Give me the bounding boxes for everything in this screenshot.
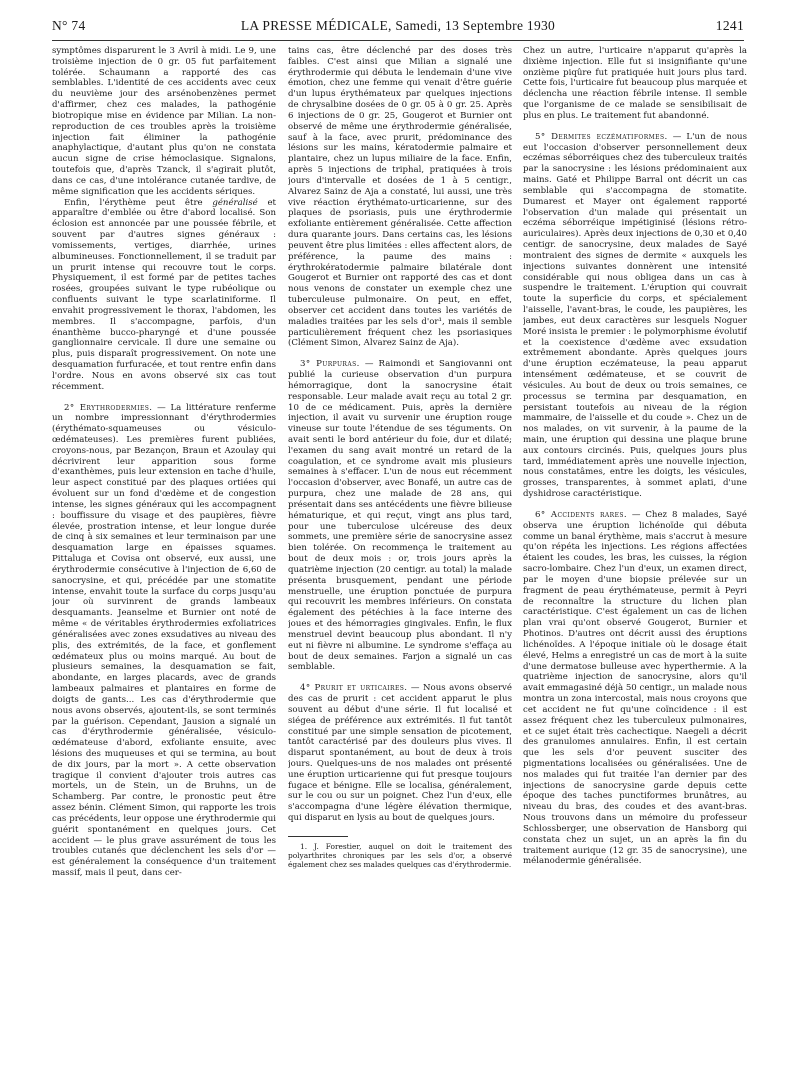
section-heading: 6° Accidents rares. (535, 509, 628, 520)
paragraph: Chez un autre, l'urticaire n'apparut qu'après la dixième injection. Elle fut si insignifiante qu'une onzième piqûre fut pratiquée huit jours plus tard. Cette fois, l'urticaire fut beaucoup plus marquée et déclencha une réaction fébrile intense. Il semble que l'organisme de ce malade se sensibilisait de plus en plus. Le traitement fut abandonné. (523, 46, 747, 121)
page-number: 1241 (715, 18, 744, 33)
issue-number: N° 74 (52, 18, 86, 33)
section-dermites: 5° Dermites eczématiformes. — L'un de nous eut l'occasion d'observer personnellement deux eczémas séborréiques chez des tuberculeux traités par la sanocrysine : les lésions prédominaient aux mains. Gaté et Philippe Barral ont décrit un cas semblable qui s'accompagna de stomatite. Dumarest et Mayer ont également rapporté l'observation d'un malade qui présentait un eczéma séborréique impétiginisé (lésions rétro-auriculaires). Après deux injections de 0,30 et 0,40 centigr. de sanocrysine, deux malades de Sayé montraient des signes de dermite « auxquels les injections suivantes donnèrent une intensité considérable qui nous obligea dans un cas à suspendre le traitement. L'éruption qui couvrait toute la superficie du corps, et spécialement l'aisselle, l'avant-bras, le coude, les paupières, les jambes, eut deux caractères sur lesquels Noguer Moré insista le premier : le polymorphisme évolutif et la coexistence d'œdème avec exsudation extrêmement abondante. Après quelques jours d'une éruption eczémateuse, la peau apparut intensément œdémateuse, et se couvrit de vésicules. Au bout de deux ou trois semaines, ce processus se termina par desquamation, en persistant toutefois au niveau de la région mammaire, de l'aisselle et du coude ». Chez un de nos malades, on vit survenir, à la paume de la main, une éruption qui dessina une plaque brune aux contours circinés. Puis, quelques jours plus tard, immédiatement après une nouvelle injection, nous constatâmes, entre les doigts, les vésicules, grosses, transparentes, à sommet aplati, d'une dyshidrose caractéristique. (523, 131, 747, 500)
page-header (52, 18, 744, 36)
section-heading: 4° Prurit et urticaires. (300, 683, 408, 694)
section-erythrodermies: 2° Erythrodermies. — La littérature renferme un nombre impressionnant d'érythrodermies (érythémato-squameuses ou vésiculo-œdémateuses). Les premières furent publiées, croyons-nous, par Bezançon, Braun et Azoulay qui décrivirent leur apparition sous forme d'exanthèmes, puis leur extension en tache d'huile, leur aspect constitué par des plaques ortiées qui évoluent sur un fond d'œdème et de congestion intense, les signes généraux qui les accompagnent : bouffissure du visage et des paupières, fièvre élevée, prostration intense, et leur longue durée de cinq à six semaines et leur terminaison par une desquamation large en épaisses squames. Pittaluga et Covisa ont observé, eux aussi, une érythrodermie consécutive à l'injection de 6,60 de sanocrysine, et qui, précédée par une stomatite intense, envahit toute la surface du corps jusqu'au jour où survinrent de grands lambeaux desquamants. Jeanselme et Burnier ont noté de même « de véritables érythrodermies exfoliatrices généralisées avec zones exsudatives au niveau des plis, des extrémités, de la face, et gonflement œdémateux plus ou moins marqué. Au bout de plusieurs semaines, la desquamation se fait, abondante, en larges placards, avec de grands lambeaux palmaires et plantaires en forme de doigts de gants... Les cas d'érythrodermie que nous avons observés, ajoutent-ils, se sont terminés par la guérison. Cependant, Jausion a signalé un cas d'érythrodermie généralisée, vésiculo-œdémateuse d'abord, exfoliante ensuite, avec lésions des muqueuses et qui se termina, au bout de dix jours, par la mort ». A cette observation tragique il convient d'ajouter trois autres cas mortels, un de Stein, un de Bruhns, un de Schamberg. Par contre, le pronostic peut être assez bénin. Clément Simon, qui rapporte les trois cas précédents, leur oppose une érythrodermie qui guérit spontanément en quelques jours. Cet accident — le plus grave assurément de tous les troubles cutanés que déclenchent les sels d'or — est généralement la conséquence d'un traitement massif, mais il peut, dans cer- (52, 402, 276, 879)
article-body (52, 46, 747, 1076)
paragraph: Enfin, l'érythème peut être généralisé et apparaître d'emblée ou être d'abord localisé. Son éclosion est annoncée par une poussée fébrile, et souvent par d'autres signes généraux : vomissements, vertiges, diarrhée, urines albumineuses. Fonctionnellement, il se traduit par un prurit intense qui recouvre tout le corps. Physiquement, il est formé par de petites taches rosées, groupées suivant le type rubéolique ou confluents suivant le type scarlatiniforme. Il envahit progressivement le thorax, l'abdomen, les membres. Il s'accompagne, parfois, d'un énanthème bucco-pharyngé et d'une poussée ganglionnaire cervicale. Il dure une semaine ou plus, puis disparaît progressivement. On note une desquamation furfuracée, et tout rentre enfin dans l'ordre. Nous en avons observé six cas tout récemment. (52, 197, 276, 392)
section-heading: 2° Erythrodermies. (64, 402, 153, 413)
header-rule (52, 40, 744, 41)
section-prurit-urticaires: 4° Prurit et urticaires. — Nous avons observé des cas de prurit : cet accident apparut le plus souvent au début d'une série. Il fut localisé et siégea de préférence aux extrémités. Il fut tantôt constitué par une simple sensation de picotement, tantôt caractérisé par des douleurs plus vives. Il disparut spontanément, au bout de deux à trois jours. Quelques-uns de nos malades ont présenté une éruption urticarienne qui fut presque toujours fugace et bénigne. Elle se localisa, généralement, sur le cou ou sur un poignet. Chez l'un d'eux, elle s'accompagna d'une légère élévation thermique, qui disparut en lysis au bout de quelques jours. (288, 683, 512, 824)
column-3 (523, 46, 747, 1076)
column-2 (288, 46, 512, 1076)
journal-title: LA PRESSE MÉDICALE, Samedi, 13 Septembre 1930 (240, 18, 556, 33)
section-heading: 5° Dermites eczématiformes. (535, 131, 668, 142)
paragraph: symptômes disparurent le 3 Avril à midi. Le 9, une troisième injection de 0 gr. 05 fut parfaitement tolérée. Schaumann a rapporté des cas semblables. L'identité de ces accidents avec ceux du neuvième jour des arsénobenzènes permet d'affirmer, chez ces malades, la pathogénie biotropique mise en évidence par Milian. La non-reproduction de ces troubles après la troisième injection fait éliminer la pathogénie anaphylactique, d'autant plus qu'on ne constata aucun signe de crise hémoclasique. Signalons, toutefois que, d'après Tzanck, il s'agirait plutôt, dans ce cas, d'une intolérance cutanée tardive, de même signification que les accidents sériques. (52, 46, 276, 197)
column-1 (52, 46, 276, 1076)
emphasis: généralisé (212, 197, 258, 208)
section-purpuras: 3° Purpuras. — Raimondi et Sangiovanni ont publié la curieuse observation d'un purpura hémorragique, dont la sanocrysine était responsable. Leur malade avait reçu au total 2 gr. 10 de ce médicament. Puis, après la dernière injection, il avait vu survenir une éruption rouge vineuse sur toute l'étendue de ses téguments. On avait senti le bord antérieur du foie, dur et dilaté; l'examen du sang avait montré un retard de la coagulation, et ce syndrome avait mis plusieurs semaines à s'effacer. L'un de nous eut récemment l'occasion d'observer, avec Bonafé, un autre cas de purpura, chez une malade de 28 ans, qui présentait dans ses antécédents une fièvre bilieuse hématurique, et qui reçut, vingt ans plus tard, pour une tuberculose ulcéreuse des deux sommets, une première série de sanocrysine assez bien tolérée. On recommença le traitement au bout de deux mois : or, trois jours après la quatrième injection (20 centigr. au total) la malade présenta brusquement, pendant une période menstruelle, une éruption ponctuée de purpura qui recouvrit les membres inférieurs. On constata également des pétéchies à la face interne des joues et des hémorragies gingivales. Enfin, le flux menstruel devint beaucoup plus abondant. Il n'y eut ni fièvre ni albumine. Le syndrome s'effaça au bout de deux semaines. Farjon a signalé un cas semblable. (288, 359, 512, 673)
footnote-rule (288, 836, 348, 837)
footnote: 1. J. Forestier, auquel on doit le traitement des polyarthrites chroniques par les sels d'or, a observé également chez ses malades quelques cas d'érythrodermie. (288, 841, 512, 870)
paragraph: tains cas, être déclenché par des doses très faibles. C'est ainsi que Milian a signalé une érythrodermie qui débuta le lendemain d'une vive émotion, chez une femme qui venait d'être guérie d'un lupus érythémateux par quelques injections de chrysalbine dosées de 0 gr. 05 à 0 gr. 25. Après 6 injections de 0 gr. 25, Gougerot et Burnier ont observé de même une érythrodermie généralisée, sauf à la face, avec prurit, prédominance des lésions sur les mains, kératodermie palmaire et plantaire, chez un lupus miliaire de la face. Enfin, après 5 injections de triphal, pratiquées à trois jours d'intervalle et dosées de 1 à 5 centigr., Alvarez Sainz de Aja a constaté, lui aussi, une très vive réaction érythémato-urticarienne, sur des plaques de psoriasis, puis une érythrodermie exfoliante entièrement généralisée. Cette affection dura quarante jours. Dans certains cas, les lésions peuvent être plus limitées : elles affectent alors, de préférence, la paume des mains : érythrokératodermie palmaire bilatérale dont Gougerot et Burnier ont rapporté des cas et dont nous venons de constater un exemple chez une tuberculeuse pulmonaire. On peut, en effet, observer cet accident dans toutes les variétés de maladies traitées par les sels d'or¹, mais il semble particulièrement fréquent chez les psoriasiques (Clément Simon, Alvarez Sainz de Aja). (288, 46, 512, 349)
section-accidents-rares: 6° Accidents rares. — Chez 8 malades, Sayé observa une éruption lichénoïde qui débuta comme un banal érythème, mais s'accrut à mesure qu'on répéta les injections. Les régions affectées étaient les coudes, les bras, les cuisses, la région sacro-lombaire. Chez l'un d'eux, un examen direct, par le moyen d'une biopsie prélevée sur un fragment de peau érythémateuse, permit à Peyri de reconnaître la structure du lichen plan caractéristique. C'est également un cas de lichen plan vrai qu'ont observé Gougerot, Burnier et Photinos. D'autres ont décrit aussi des éruptions lichénoïdes. A l'époque initiale où le dosage était élevé, Helms a enregistré un cas de mort à la suite d'une dermatose bulleuse avec hyperthermie. A la quatrième injection de sanocrysine, alors qu'il avait emmagasiné déjà 50 centigr., un malade nous montra un zona intercostal, mais nous croyons que cet accident ne fut qu'une coïncidence : il est assez fréquent chez les tuberculeux pulmonaires, et ce sujet était très cachectique. Naegeli a décrit des granulomes annulaires. Enfin, il est certain que les sels d'or peuvent susciter des pigmentations localisées ou généralisées. Une de nos malades qui fut traitée l'an dernier par des injections de sanocrysine garde depuis cette époque des taches punctiformes brunâtres, au niveau du bras, des coudes et des avant-bras. Nous trouvons dans un mémoire du professeur Schlossberger, une observation de Hansborg qui constata chez un sujet, un an après la fin du traitement aurique (12 gr. 35 de sanocrysine), une mélanodermie généralisée. (523, 509, 747, 867)
section-heading: 3° Purpuras. (300, 359, 360, 370)
